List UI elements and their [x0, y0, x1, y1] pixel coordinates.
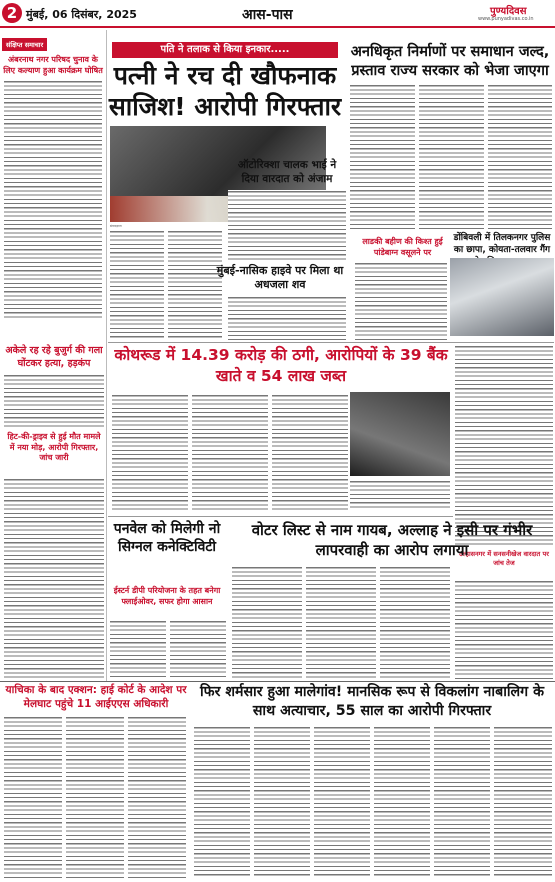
- article-body: [419, 84, 484, 232]
- malegaon-headline[interactable]: फिर शर्मसार हुआ मालेगांव! मानसिक रूप से विकलांग नाबालिग के साथ अत्याचार, 55 साल का आरोपी गिरफ्तार: [199, 684, 544, 719]
- article-body: [170, 620, 226, 680]
- article-body: [494, 726, 552, 878]
- panvel-headline[interactable]: पनवेल को मिलेगी नो सिग्नल कनेक्टिविटी: [113, 521, 221, 555]
- right-headline[interactable]: अनधिकृत निर्माणों पर समाधान जल्द, प्रस्ताव राज्य सरकार को भेजा जाएगा: [350, 43, 550, 79]
- article-body: [374, 726, 430, 878]
- brief-body: [4, 478, 104, 678]
- story-photo: [350, 392, 450, 476]
- dombivli-headline[interactable]: डोंबिवली में तिलकनगर पुलिस का छापा, कोयता-तलवार गैंग: [453, 233, 551, 255]
- article-body: [4, 716, 62, 878]
- lead-headline[interactable]: पत्नी ने रच दी खौफनाक साजिश! आरोपी गिरफ्तार: [108, 61, 342, 121]
- lead-kicker: पति ने तलाक से किया इनकार.....: [112, 42, 338, 58]
- photo-credit: संवाददाता: [110, 224, 122, 228]
- handcuff-photo: [450, 258, 554, 336]
- brief-body: [4, 80, 102, 320]
- article-body: [192, 394, 268, 510]
- article-body: [380, 566, 450, 680]
- yachika-headline[interactable]: याचिका के बाद एक्शन: हाई कोर्ट के आदेश पर मेलघाट पहुंचे 11 आईएएस अधिकारी: [5, 684, 187, 710]
- article-body: [128, 716, 186, 878]
- article-body: [112, 394, 188, 510]
- date-line: मुंबई, 06 दिसंबर, 2025: [26, 8, 137, 21]
- divider: [108, 342, 554, 343]
- ulhas-headline[interactable]: उल्हासनगर में सनसनीखेज वारदात पर जांच तेज: [459, 550, 549, 567]
- article-body: [110, 620, 166, 680]
- article-body: [455, 580, 553, 680]
- brief-headline[interactable]: अंबरनाथ नगर परिषद चुनाव के लिए कल्याण हुआ कार्यक्रम घोषित: [3, 55, 103, 75]
- section-title: आस-पास: [242, 7, 293, 23]
- brief-headline[interactable]: हिट-की-ड्राइव से हुई मौत मामले में नया मोड़, आरोपी गिरफ्तार, जांच जारी: [7, 432, 101, 462]
- divider: [0, 681, 555, 682]
- article-body: [110, 230, 164, 340]
- mumbai-headline[interactable]: मुंबई-नासिक हाइवे पर मिला था अधजला शव: [216, 264, 344, 291]
- article-body: [228, 296, 346, 340]
- article-body: [228, 190, 346, 260]
- lead-subheadline[interactable]: ऑटोरिक्शा चालक भाई ने दिया वारदात को अंजाम: [237, 159, 337, 185]
- article-body: [350, 84, 415, 232]
- voter-headline[interactable]: वोटर लिस्ट से नाम गायब, अल्लाह ने इसी पर गंभीर लापरवाही का आरोप लगाया: [251, 521, 533, 559]
- brief-tag: संक्षिप्त समाचार: [2, 38, 47, 51]
- article-body: [355, 262, 447, 340]
- article-body: [254, 726, 310, 878]
- website-link[interactable]: www.punyadivas.co.in: [478, 16, 534, 22]
- divider: [108, 516, 453, 517]
- article-body: [455, 345, 553, 545]
- page-header: [0, 0, 555, 28]
- kothrud-headline[interactable]: कोथरूड में 14.39 करोड़ की ठगी, आरोपियों के 39 बैंक खाते व 54 लाख जब्त: [114, 346, 448, 385]
- article-body: [306, 566, 376, 680]
- brief-headline[interactable]: अकेले रह रहे बुजुर्ग की गला घोंटकर हत्या, हड़कंप: [5, 345, 103, 369]
- article-body: [350, 480, 450, 510]
- panvel-subheadline[interactable]: ईस्टर्न डीपी परियोजना के तहत बनेगा फ्लाईओवर, सफर होगा आसान: [113, 586, 221, 606]
- article-body: [194, 726, 250, 878]
- article-body: [488, 84, 552, 232]
- article-body: [314, 726, 370, 878]
- ladki-headline[interactable]: लाडकी बहीण की किश्त हुई पांडेबाग्न वसूलने पर: [362, 237, 443, 257]
- brand-logo: पुण्यदिवस: [490, 6, 527, 17]
- brief-body: [4, 374, 104, 428]
- article-body: [272, 394, 348, 510]
- article-body: [434, 726, 490, 878]
- page-number: 2: [2, 3, 22, 23]
- article-body: [66, 716, 124, 878]
- article-body: [232, 566, 302, 680]
